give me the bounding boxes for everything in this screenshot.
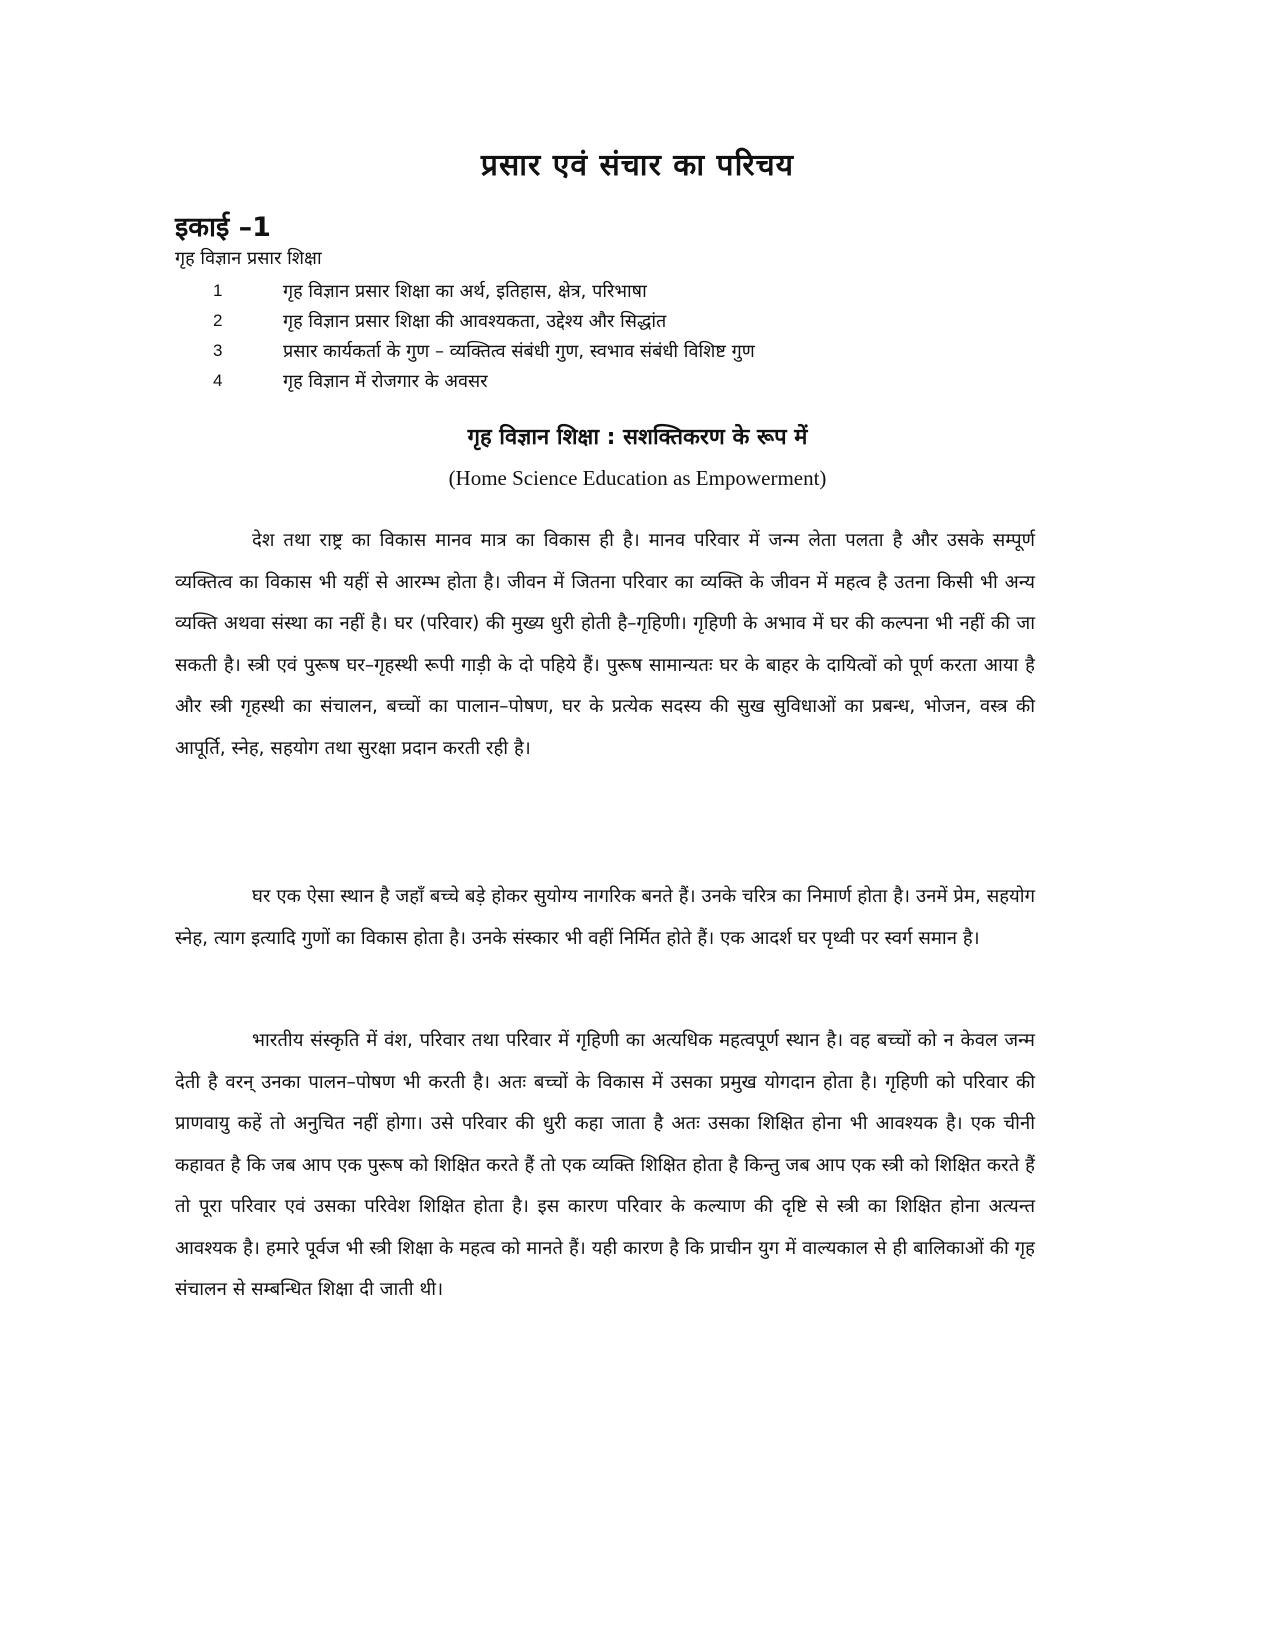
section-heading: गृह विज्ञान शिक्षा : सशक्तिकरण के रूप में — [467, 425, 808, 450]
page-title: प्रसार एवं संचार का परिचय — [480, 148, 795, 183]
topic-list — [175, 276, 1075, 396]
topic-number: 2 — [213, 311, 223, 330]
body-paragraph: देश तथा राष्ट्र का विकास मानव मात्र का विकास ही है। मानव परिवार में जन्म लेता पलता है और उसके सम्पूर्ण व्यक्तित्व का विकास भी यहीं से आरम्भ होता है। जीवन में जितना परिवार का व्यक्ति के जीवन में महत्व है उतना किसी भी अन्य व्यक्ति अथवा संस्था का नहीं है। घर (परिवार) की मुख्य धुरी होती है–गृहिणी। गृहिणी के अभाव में घर की कल्पना भी नहीं की जा सकती है। स्त्री एवं पुरूष घर–गृहस्थी रूपी गाड़ी के दो पहिये हैं। पुरूष सामान्यतः घर के बाहर के दायित्वों को पूर्ण करता आया है और स्त्री गृहस्थी का संचालन, बच्चों का पालान–पोषण, घर के प्रत्येक सदस्य की सुख सुविधाओं का प्रबन्ध, भोजन, वस्त्र की आपूर्ति, स्नेह, सहयोग तथा सुरक्षा प्रदान करती रही है। — [175, 530, 1035, 759]
topic-text: प्रसार कार्यकर्ता के गुण – व्यक्तित्व संबंधी गुण, स्वभाव संबंधी विशिष्ट गुण — [283, 341, 755, 362]
topic-list-item — [175, 306, 1075, 336]
topic-list-item — [175, 366, 1075, 396]
unit-heading: इकाई –1 — [175, 212, 271, 243]
topic-number: 1 — [213, 281, 223, 300]
topic-text: गृह विज्ञान प्रसार शिक्षा की आवश्यकता, उद्देश्य और सिद्धांत — [283, 311, 667, 332]
topic-text: गृह विज्ञान में रोजगार के अवसर — [283, 371, 488, 392]
topic-list-item — [175, 276, 1075, 306]
section-subheading: (Home Science Education as Empowerment) — [448, 466, 827, 490]
body-paragraph: घर एक ऐसा स्थान है जहॉं बच्चे बड़े होकर सुयोग्य नागरिक बनते हैं। उनके चरित्र का निमार्ण होता है। उनमें प्रेम, सहयोग स्नेह, त्याग इत्यादि गुणों का विकास होता है। उनके संस्कार भी वहीं निर्मित होते हैं। एक आदर्श घर पृथ्वी पर स्वर्ग समान है। — [175, 886, 1035, 949]
topic-list-item — [175, 336, 1075, 366]
unit-subtitle: गृह विज्ञान प्रसार शिक्षा — [175, 248, 322, 269]
topic-number: 3 — [213, 341, 223, 360]
topic-number: 4 — [213, 371, 223, 390]
topic-text: गृह विज्ञान प्रसार शिक्षा का अर्थ, इतिहास, क्षेत्र, परिभाषा — [283, 281, 647, 302]
body-paragraph: भारतीय संस्कृति में वंश, परिवार तथा परिवार में गृहिणी का अत्यधिक महत्वपूर्ण स्थान है। वह बच्चों को न केवल जन्म देती है वरन् उनका पालन–पोषण भी करती है। अतः बच्चों के विकास में उसका प्रमुख योगदान होता है। गृहिणी को परिवार की प्राणवायु कहें तो अनुचित नहीं होगा। उसे परिवार की धुरी कहा जाता है अतः उसका शिक्षित होना भी आवश्यक है। एक चीनी कहावत है कि जब आप एक पुरूष को शिक्षित करते हैं तो एक व्यक्ति शिक्षित होता है किन्तु जब आप एक स्त्री को शिक्षित करते हैं तो पूरा परिवार एवं उसका परिवेश शिक्षित होता है। इस कारण परिवार के कल्याण की दृष्टि से स्त्री का शिक्षित होना अत्यन्त आवश्यक है। हमारे पूर्वज भी स्त्री शिक्षा के महत्व को मानते हैं। यही कारण है कि प्राचीन युग में वाल्यकाल से ही बालिकाओं की गृह संचालन से सम्बन्धित शिक्षा दी जाती थी। — [175, 1030, 1035, 1300]
